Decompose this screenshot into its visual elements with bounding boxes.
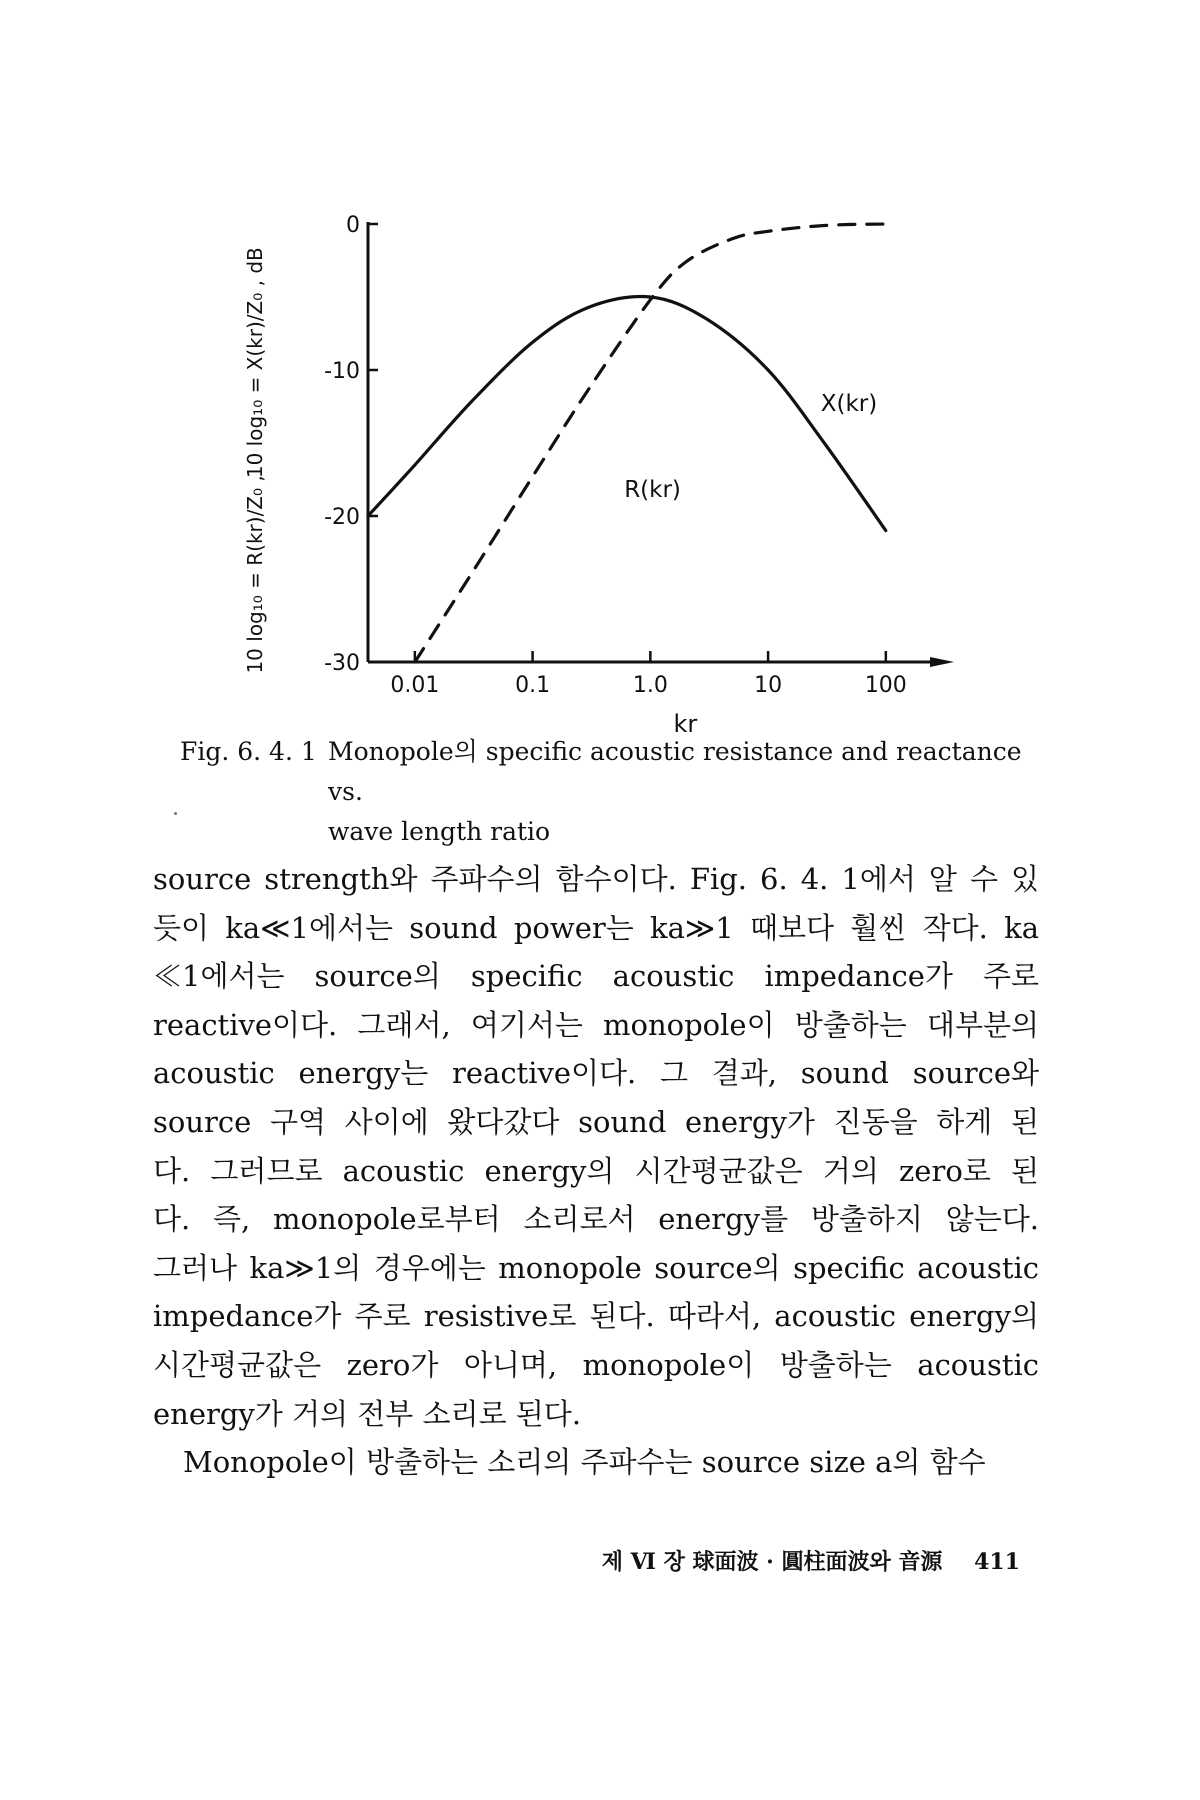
body-text (153, 855, 1039, 1487)
body-line: source strength와 주파수의 함수이다. Fig. 6. 4. 1에서 알 수 있 (153, 862, 1039, 896)
stray-dot (174, 812, 177, 815)
body-line: 다. 그러므로 acoustic energy의 시간평균값은 거의 zero로 된 (153, 1153, 1039, 1188)
acoustic-impedance-chart (230, 200, 990, 738)
series-label: X(kr) (820, 390, 878, 417)
body-line: 듯이 ka≪1에서는 sound power는 ka≫1 때보다 훨씬 작다. ka (153, 910, 1039, 945)
caption-line-2: wave length ratio (328, 817, 551, 846)
body-line: 다. 즉, monopole로부터 소리로서 energy를 방출하지 않는다. (153, 1202, 1039, 1237)
x-tick-label: 0.01 (390, 673, 440, 698)
chart-ticks (324, 213, 907, 698)
body-line: 그러나 ka≫1의 경우에는 monopole source의 specific acoustic (153, 1250, 1039, 1285)
series-rkr-line (415, 224, 886, 662)
body-line: source 구역 사이에 왔다갔다 sound energy가 진동을 하게 된 (153, 1104, 1039, 1139)
x-axis-label: kr (673, 710, 698, 738)
y-axis-label-x: 10 log₁₀ = X(kr)/Z₀ , dB (243, 247, 267, 479)
x-tick-label: 1.0 (632, 673, 668, 698)
y-axis-labels (243, 247, 267, 673)
y-axis-label-r: 10 log₁₀ = R(kr)/Z₀ , (243, 475, 267, 674)
y-tick-label: -20 (324, 505, 360, 530)
x-axis-arrow (930, 657, 954, 667)
body-line: acoustic energy는 reactive이다. 그 결과, sound source와 (153, 1056, 1039, 1091)
y-tick-label: 0 (346, 213, 360, 238)
body-line: Monopole이 방출하는 소리의 주파수는 source size a의 함수 (183, 1445, 986, 1480)
body-line: energy가 거의 전부 소리로 된다. (153, 1396, 582, 1431)
chart-axes (368, 222, 954, 667)
body-line: impedance가 주로 resistive로 된다. 따라서, acoustic energy의 (153, 1299, 1039, 1334)
figure-caption-text (328, 732, 1048, 852)
body-line: ≪1에서는 source의 specific acoustic impedance가 주로 (153, 959, 1039, 994)
page-footer (602, 1545, 1020, 1576)
caption-line-1: Monopole의 specific acoustic resistance and reactance vs. (328, 737, 1022, 806)
chapter-title: 제 Ⅵ 장 球面波 · 圓柱面波와 音源 (601, 1549, 943, 1575)
x-tick-label: 10 (754, 673, 783, 698)
figure-number: Fig. 6. 4. 1 (180, 737, 317, 766)
x-tick-label: 0.1 (515, 673, 551, 698)
chart-series (368, 224, 886, 662)
y-tick-label: -30 (324, 651, 360, 676)
body-line: 시간평균값은 zero가 아니며, monopole이 방출하는 acoustic (153, 1347, 1039, 1382)
y-tick-label: -10 (324, 359, 360, 384)
chart-annotations (624, 391, 877, 503)
page-number: 411 (974, 1549, 1020, 1575)
x-tick-label: 100 (864, 673, 907, 698)
series-label: R(kr) (624, 477, 681, 504)
body-line: reactive이다. 그래서, 여기서는 monopole이 방출하는 대부분의 (153, 1007, 1039, 1042)
